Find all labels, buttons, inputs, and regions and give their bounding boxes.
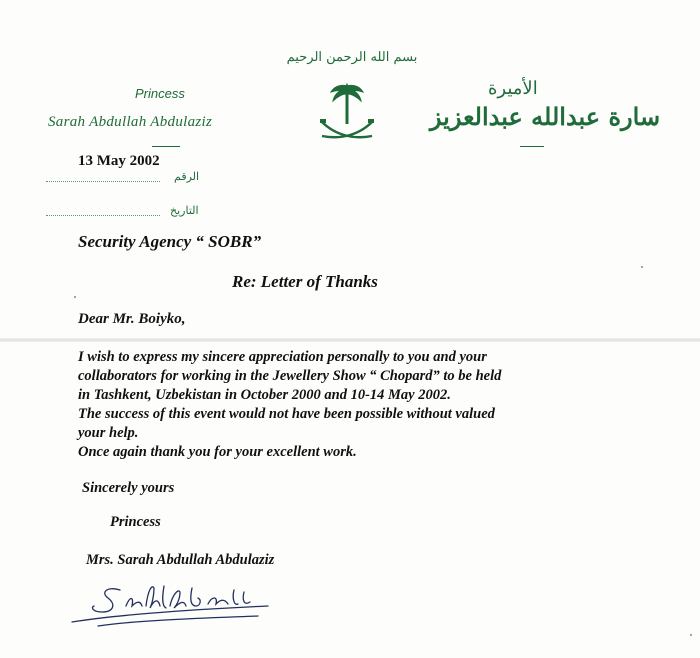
paper-speck <box>641 266 643 268</box>
saudi-palm-swords-emblem-icon <box>312 78 382 148</box>
body-line: collaborators for working in the Jewellery Show “ Chopard” to be held <box>78 368 502 384</box>
number-field-line <box>46 180 160 182</box>
letter-body <box>78 348 678 462</box>
letterhead-rule-right <box>520 146 544 147</box>
signer-title: Princess <box>110 514 161 530</box>
subject-line: Re: Letter of Thanks <box>232 272 378 291</box>
paper-fold <box>0 338 700 342</box>
recipient: Security Agency “ SOBR” <box>78 232 262 251</box>
letterhead-rule-left <box>152 146 180 147</box>
salutation: Dear Mr. Boiyko, <box>78 311 186 327</box>
body-line: your help. <box>78 425 139 441</box>
letterhead-title-en: Princess <box>135 86 185 101</box>
letterhead-name-en: Sarah Abdullah Abdulaziz <box>48 114 213 130</box>
body-line: The success of this event would not have been possible without valued <box>78 406 495 422</box>
letterhead-name-ar: سارة عبدالله عبدالعزيز <box>429 102 661 131</box>
body-line: in Tashkent, Uzbekistan in October 2000 and 10-14 May 2002. <box>78 387 451 403</box>
body-line: Once again thank you for your excellent work. <box>78 444 357 460</box>
closing: Sincerely yours <box>82 480 175 496</box>
number-label: الرقم <box>174 170 200 183</box>
body-line: I wish to express my sincere appreciation personally to you and your <box>78 349 487 365</box>
paper-speck <box>690 634 692 636</box>
letterhead-title-ar: الأميرة <box>488 78 538 99</box>
date-label: التاريخ <box>170 204 199 217</box>
paper-speck <box>74 296 76 298</box>
letter-date: 13 May 2002 <box>78 153 160 169</box>
handwritten-signature <box>68 576 288 632</box>
signer-name: Mrs. Sarah Abdullah Abdulaziz <box>86 552 275 568</box>
basmala: بسم الله الرحمن الرحيم <box>286 50 418 65</box>
date-field-line <box>46 214 160 216</box>
